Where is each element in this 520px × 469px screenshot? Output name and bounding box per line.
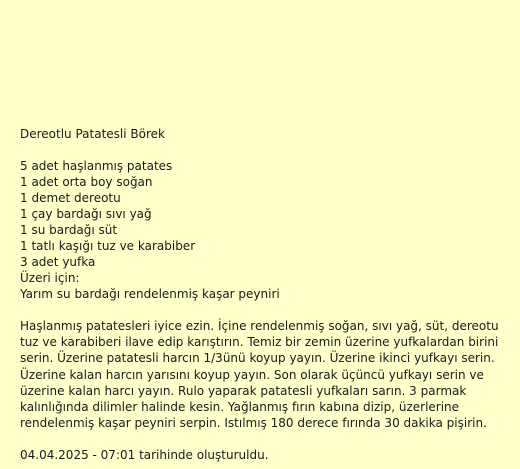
ingredient-item: 1 adet orta boy soğan — [20, 175, 153, 189]
ingredient-item: Üzeri için: — [20, 271, 80, 285]
ingredient-item: 1 demet dereotu — [20, 191, 121, 205]
ingredient-item: 5 adet haşlanmış patates — [20, 159, 173, 173]
ingredient-item: 1 su bardağı süt — [20, 223, 118, 237]
ingredient-item: 3 adet yufka — [20, 255, 96, 269]
ingredient-list — [20, 158, 512, 302]
recipe-title: Dereotlu Patatesli Börek — [20, 127, 165, 141]
created-timestamp: 04.04.2025 - 07:01 tarihinde oluşturuldu. — [20, 448, 269, 463]
ingredient-item: 1 çay bardağı sıvı yağ — [20, 207, 152, 221]
ingredient-item: Yarım su bardağı rendelenmiş kaşar peyniri — [20, 287, 280, 301]
ingredient-item: 1 tatlı kaşığı tuz ve karabiber — [20, 239, 196, 253]
recipe-content — [20, 126, 512, 463]
recipe-instructions: Haşlanmış patatesleri iyice ezin. İçine rendelenmiş soğan, sıvı yağ, süt, dereotu tuz ve karabiberi ilave edip karıştırın. Temiz bir zemin üzerine yufkalardan birini serin. Üzerine patatesli harcın 1/3ünü koyup yayın. Üzerine ikinci yufkayı serin. Üzerine kalan harcın yarısını koyup yayın. Son olarak üçüncü yufkayı serin ve üzerine kalan harcı yayın. Rulo yaparak patatesli yufkaları sarın. 3 parmak kalınlığında dilimler halinde kesin. Yağlanmış fırın kabına dizip, üzerlerine rendelenmiş kaşar peyniri serpin. Istılmış 180 derece fırında 30 dakika pişirin. — [20, 319, 499, 431]
